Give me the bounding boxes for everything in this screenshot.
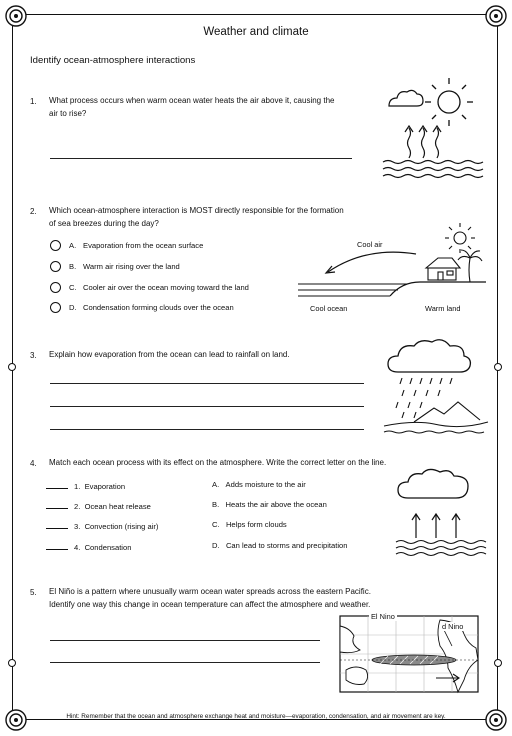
mountains-icon xyxy=(414,402,480,422)
effect-a-text: Adds moisture to the air xyxy=(225,480,306,489)
page-subtitle: Identify ocean-atmosphere interactions xyxy=(30,55,196,66)
sea-breeze-diagram xyxy=(298,226,488,306)
match-process-3[interactable] xyxy=(46,520,158,531)
radio-option-a[interactable] xyxy=(50,240,61,251)
process-2-number: 2. xyxy=(74,502,81,511)
air-flow-arrow-icon xyxy=(328,252,416,272)
corner-ornament-bottom-left xyxy=(4,708,28,732)
option-b-text: Warm air rising over the land xyxy=(83,262,180,271)
hint-text: Hint: Remember that the ocean and atmosphere exchange heat and moisture—evaporation, condensation, and air movement are key. xyxy=(66,713,446,720)
question-2-line-1: Which ocean-atmosphere interaction is MOST directly responsible for the formation xyxy=(49,206,344,215)
question-1-line-2: air to rise? xyxy=(49,109,87,118)
answer-line-q5-2[interactable] xyxy=(50,662,320,663)
option-d-letter: D. xyxy=(69,303,77,312)
question-1-number: 1. xyxy=(30,97,37,106)
australia-landmass xyxy=(346,667,368,685)
option-d[interactable] xyxy=(50,302,234,313)
ground-line xyxy=(384,422,488,427)
ocean-heating-illustration xyxy=(383,82,493,180)
option-a-text: Evaporation from the ocean surface xyxy=(83,241,204,250)
cloud-icon xyxy=(389,90,423,106)
question-2-line-2: of sea breezes during the day? xyxy=(49,219,159,228)
cool-air-label: Cool air xyxy=(357,240,383,249)
question-4-number: 4. xyxy=(30,459,37,468)
process-2-text: Ocean heat release xyxy=(84,502,151,511)
option-c[interactable] xyxy=(50,282,249,293)
effect-d-letter: D. xyxy=(212,541,220,550)
raindrops-icon xyxy=(396,378,452,418)
house-icon xyxy=(426,258,460,280)
rain-cycle-illustration xyxy=(384,340,488,436)
border-dot-right xyxy=(494,363,502,371)
effect-d-text: Can lead to storms and precipitation xyxy=(225,541,348,550)
match-process-4[interactable] xyxy=(46,541,131,552)
option-b[interactable] xyxy=(50,261,180,272)
process-3-number: 3. xyxy=(74,522,81,531)
option-c-letter: C. xyxy=(69,283,77,292)
question-2-number: 2. xyxy=(30,207,37,216)
question-5-number: 5. xyxy=(30,588,37,597)
match-blank-3[interactable] xyxy=(46,520,68,529)
border-dot-right-lower xyxy=(494,659,502,667)
match-process-2[interactable] xyxy=(46,500,151,511)
rising-air-arrows-icon xyxy=(405,126,441,158)
answer-line-q5-1[interactable] xyxy=(50,640,320,641)
option-a[interactable] xyxy=(50,240,203,251)
match-process-1[interactable] xyxy=(46,480,125,491)
match-blank-1[interactable] xyxy=(46,480,68,489)
border-dot-left-lower xyxy=(8,659,16,667)
question-3-text: Explain how evaporation from the ocean can lead to rainfall on land. xyxy=(49,350,290,359)
palm-tree-icon xyxy=(458,250,482,282)
question-3-number: 3. xyxy=(30,351,37,360)
sun-icon xyxy=(425,78,473,126)
effect-d xyxy=(212,541,348,550)
answer-line-q1[interactable] xyxy=(50,158,352,159)
effect-c-text: Helps form clouds xyxy=(225,520,287,529)
sun-icon xyxy=(445,223,475,253)
effect-a xyxy=(212,480,306,489)
process-1-text: Evaporation xyxy=(84,482,126,491)
radio-option-d[interactable] xyxy=(50,302,61,313)
corner-ornament-top-left xyxy=(4,4,28,28)
process-4-number: 4. xyxy=(74,543,81,552)
cool-ocean-label: Cool ocean xyxy=(310,304,348,313)
answer-line-q3-1[interactable] xyxy=(50,383,364,384)
process-4-text: Condensation xyxy=(84,543,132,552)
match-blank-4[interactable] xyxy=(46,541,68,550)
rising-air-arrows-icon xyxy=(412,514,460,538)
effect-b-text: Heats the air above the ocean xyxy=(225,500,327,509)
process-3-text: Convection (rising air) xyxy=(84,522,159,531)
effect-c xyxy=(212,520,287,529)
convection-illustration xyxy=(396,470,486,558)
question-5-text xyxy=(49,585,371,611)
effect-b-letter: B. xyxy=(212,500,220,509)
corner-ornament-bottom-right xyxy=(484,708,508,732)
answer-line-q3-2[interactable] xyxy=(50,406,364,407)
question-4-text: Match each ocean process with its effect on the atmosphere. Write the correct letter on the line. xyxy=(49,458,387,467)
effect-b xyxy=(212,500,327,509)
el-nino-label-1: El Nino xyxy=(371,612,395,621)
option-b-letter: B. xyxy=(69,262,77,271)
rain-cloud-icon xyxy=(388,340,470,372)
question-1-line-1: What process occurs when warm ocean water heats the air above it, causing the xyxy=(49,96,335,105)
page-title: Weather and climate xyxy=(203,26,309,38)
ocean-waves-icon xyxy=(383,161,483,178)
question-1-text xyxy=(49,94,334,120)
corner-ornament-top-right xyxy=(484,4,508,28)
process-1-number: 1. xyxy=(74,482,81,491)
cloud-icon xyxy=(398,469,468,498)
radio-option-b[interactable] xyxy=(50,261,61,272)
ocean-waves-icon xyxy=(396,541,486,556)
border-dot-left xyxy=(8,363,16,371)
option-d-text: Condensation forming clouds over the ocean xyxy=(83,303,234,312)
option-c-text: Cooler air over the ocean moving toward the land xyxy=(83,283,249,292)
warm-land-label: Warm land xyxy=(425,304,461,313)
el-nino-label-2: d Nino xyxy=(442,622,464,631)
radio-option-c[interactable] xyxy=(50,282,61,293)
question-5-line-1: El Niño is a pattern where unusually warm ocean water spreads across the eastern Pacific. xyxy=(49,587,371,596)
answer-line-q3-3[interactable] xyxy=(50,429,364,430)
effect-a-letter: A. xyxy=(212,480,220,489)
effect-c-letter: C. xyxy=(212,520,220,529)
option-a-letter: A. xyxy=(69,241,77,250)
question-5-line-2: Identify one way this change in ocean temperature can affect the atmosphere and weather. xyxy=(49,600,371,609)
match-blank-2[interactable] xyxy=(46,500,68,509)
